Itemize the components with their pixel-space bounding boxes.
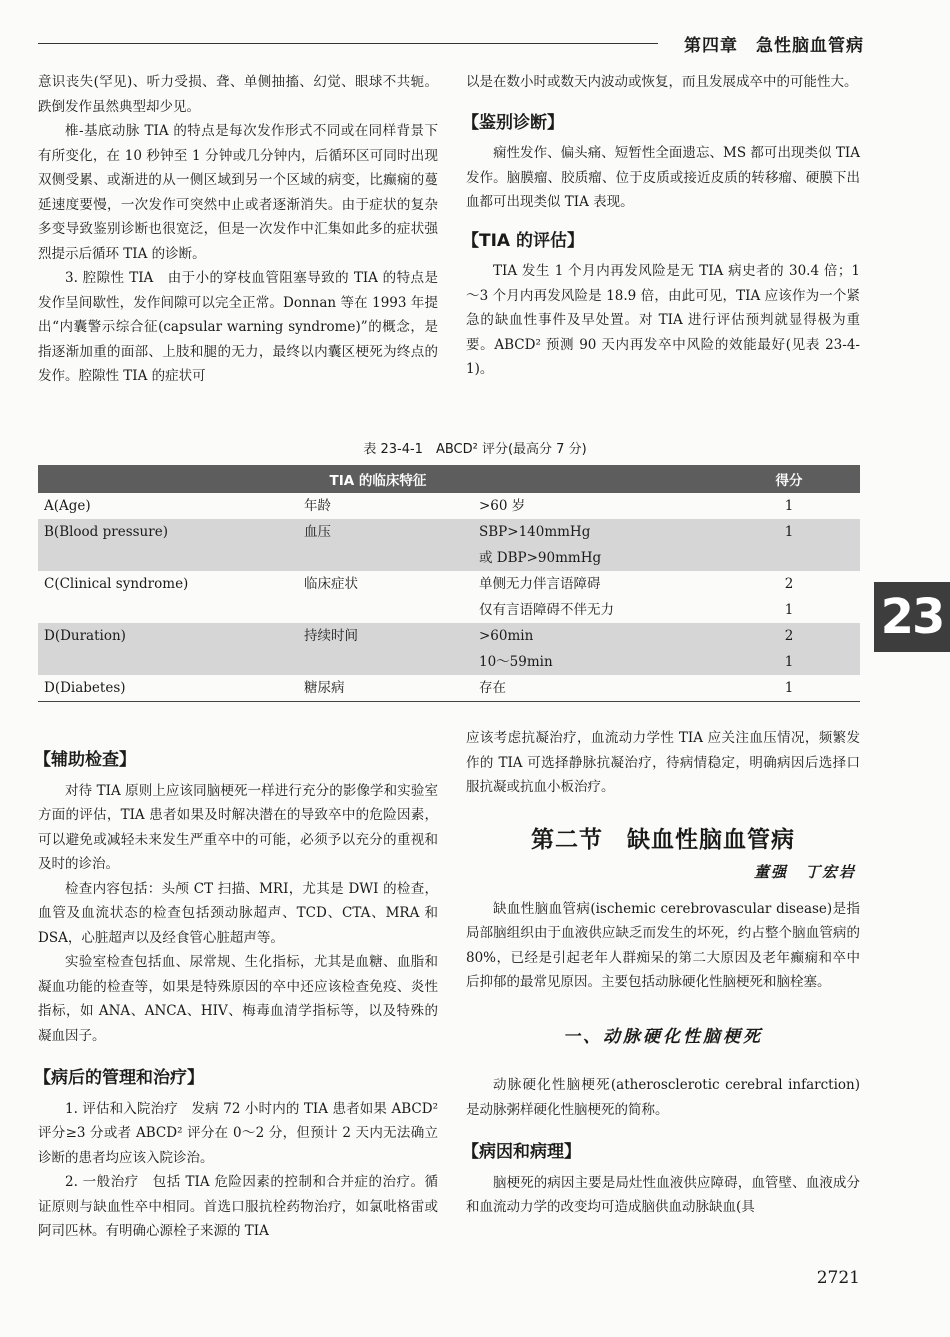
section-title: 第二节 缺血性脑血管病 <box>531 825 795 853</box>
paragraph: 椎-基底动脉 TIA 的特点是每次发作形式不同或在同样背景下有所变化，在 10 秒钟至 1 分钟或几分钟内，后循环区可同时出现双侧受累、或渐进的从一侧区域到另一个区域的病变，比癫痫的蔓延速度要慢，一次发作可突然中止或者逐渐消失。由于症状的复杂多变导致鉴别诊断也很宽泛，但是一次发作中汇集如此多的症状强烈提示后循环 TIA 的诊断。 <box>38 123 438 262</box>
table-cell-item: 血压 <box>298 519 473 545</box>
table-cell-criteria: >60 岁 <box>479 498 526 514</box>
table-row <box>38 649 860 675</box>
paragraph: 意识丧失(罕见)、听力受损、聋、单侧抽搐、幻觉、眼球不共轭。跌倒发作虽然典型却少见。 <box>38 74 438 115</box>
table-row <box>38 597 860 623</box>
paragraph: 实验室检查包括血、尿常规、生化指标，尤其是血糖、血脂和凝血功能的检查等，如果是特殊原因的卒中还应该检查免疫、炎性指标，如 ANA、ANCA、HIV、梅毒血清学指标等，以及特殊的凝血因子。 <box>38 954 438 1044</box>
table-cell-score: 1 <box>718 519 860 545</box>
paragraph: 以是在数小时或数天内波动或恢复，而且发展成卒中的可能性大。 <box>466 74 858 90</box>
table-cell-item: 临床症状 <box>304 576 358 592</box>
section-heading: 【TIA 的评估】 <box>462 230 584 251</box>
table-row <box>38 545 860 571</box>
section-heading: 【鉴别诊断】 <box>462 112 564 133</box>
header-rule <box>38 43 658 44</box>
table-cell-code: D(Duration) <box>38 623 298 649</box>
table-cell-score: 2 <box>718 623 860 649</box>
table-row <box>38 623 860 649</box>
table-cell-criteria: 10～59min <box>473 649 718 675</box>
table-cell-code <box>38 597 298 623</box>
paragraph: 痫性发作、偏头痛、短暂性全面遗忘、MS 都可出现类似 TIA 发作。脑膜瘤、胶质瘤、位于皮质或接近皮质的转移瘤、硬膜下出血都可出现类似 TIA 表现。 <box>466 145 860 210</box>
authors: 董强 丁宏岩 <box>753 863 856 881</box>
right-column-top <box>462 70 860 382</box>
section-heading: 【辅助检查】 <box>34 750 136 770</box>
right-column-bottom <box>462 726 860 1220</box>
table-header-row <box>38 465 860 493</box>
table-cell-code <box>38 649 298 675</box>
table-row <box>38 571 860 597</box>
paragraph: 动脉硬化性脑梗死(atherosclerotic cerebral infarction)是动脉粥样硬化性脑梗死的简称。 <box>466 1077 860 1118</box>
chapter-tab: 23 <box>874 582 950 652</box>
table-cell-score <box>718 545 860 571</box>
section-heading: 【病因和病理】 <box>462 1142 581 1162</box>
subsection-title: 一、动脉硬化性脑梗死 <box>563 1026 763 1047</box>
table-cell-score: 1 <box>718 649 860 675</box>
section-heading: 【病后的管理和治疗】 <box>34 1068 204 1088</box>
table-cell-criteria: 或 DBP>90mmHg <box>473 545 718 571</box>
table-cell-score: 1 <box>784 602 794 618</box>
table-cell-item: 糖尿病 <box>298 675 473 702</box>
table-cell-code <box>38 545 298 571</box>
table-cell-score: 2 <box>784 576 794 592</box>
table-row <box>38 519 860 545</box>
page-number: 2721 <box>816 1268 860 1288</box>
table-cell-code: B(Blood pressure) <box>38 519 298 545</box>
table-cell-item <box>298 597 473 623</box>
table-cell-item: 持续时间 <box>298 623 473 649</box>
left-column-top <box>38 70 438 389</box>
paragraph: 3. 腔隙性 TIA 由于小的穿枝血管阻塞导致的 TIA 的特点是发作呈间歇性，发作间隙可以完全正常。Donnan 等在 1993 年提出“内囊警示综合征(capsular warning syndrome)”的概念，是指逐渐加重的面部、上肢和腿的无力，最终以内囊区梗死为终点的发作。腔隙性 TIA 的症状可 <box>38 270 438 384</box>
table-cell-code: A(Age) <box>44 498 91 514</box>
table-cell-score: 1 <box>718 675 860 702</box>
table-caption: 表 23-4-1 ABCD² 评分(最高分 7 分) <box>363 442 587 457</box>
paragraph: 应该考虑抗凝治疗，血流动力学性 TIA 应关注血压情况，频繁发作的 TIA 可选择静脉抗凝治疗，待病情稳定，明确病因后选择口服抗凝或抗血小板治疗。 <box>466 730 860 795</box>
paragraph: 对待 TIA 原则上应该同脑梗死一样进行充分的影像学和实验室方面的评估，TIA 患者如果及时解决潜在的导致卒中的危险因素，可以避免或减轻未来发生严重卒中的可能，必须予以充分的重视和及时的诊治。 <box>38 782 438 872</box>
table-cell-criteria: 单侧无力伴言语障碍 <box>479 576 601 592</box>
paragraph: 1. 评估和入院治疗 发病 72 小时内的 TIA 患者如果 ABCD² 评分≥3 分或者 ABCD² 评分在 0～2 分，但预计 2 天内无法确立诊断的患者均应该入院诊治。 <box>38 1100 438 1166</box>
table-cell-criteria: 仅有言语障碍不伴无力 <box>479 602 614 618</box>
paragraph: 缺血性脑血管病(ischemic cerebrovascular disease)是指局部脑组织由于血液供应缺乏而发生的坏死，约占整个脑血管病的 80%，已经是引起老年人群痴呆的第二大原因及老年癫痫和卒中后抑郁的最常见原因。主要包括动脉硬化性脑梗死和脑栓塞。 <box>466 900 860 990</box>
table-cell-item: 年龄 <box>304 498 331 514</box>
table-row <box>38 493 860 519</box>
table-cell-item <box>298 649 473 675</box>
left-column-bottom <box>34 748 438 1244</box>
table-header-feature: TIA 的临床特征 <box>329 473 427 489</box>
table-cell-code: D(Diabetes) <box>38 675 298 702</box>
chapter-header: 第四章 急性脑血管病 <box>684 36 864 56</box>
paragraph: 脑梗死的病因主要是局灶性血液供应障碍，血管壁、血液成分和血流动力学的改变均可造成脑供血动脉缺血(具 <box>466 1174 860 1215</box>
table-cell-criteria: >60min <box>473 623 718 649</box>
table-cell-criteria: 存在 <box>473 675 718 702</box>
table-header-score: 得分 <box>775 473 803 489</box>
table-cell-item <box>298 545 473 571</box>
table-row <box>38 675 860 702</box>
abcd2-score-table <box>38 465 860 702</box>
paragraph: 检查内容包括：头颅 CT 扫描、MRI，尤其是 DWI 的检查，血管及血流状态的检查包括颈动脉超声、TCD、CTA、MRA 和 DSA，心脏超声以及经食管心脏超声等。 <box>38 880 438 946</box>
table-cell-criteria: SBP>140mmHg <box>473 519 718 545</box>
paragraph: 2. 一般治疗 包括 TIA 危险因素的控制和合并症的治疗。循证原则与缺血性卒中相同。首选口服抗栓药物治疗，如氯吡格雷或阿司匹林。有明确心源栓子来源的 TIA <box>38 1174 438 1239</box>
paragraph: TIA 发生 1 个月内再发风险是无 TIA 病史者的 30.4 倍；1～3 个月内再发风险是 18.9 倍，由此可见，TIA 应该作为一个紧急的缺血性事件及早处置。对 TIA 进行评估预判就显得极为重要。ABCD² 预测 90 天内再发卒中风险的效能最好(见表 23-4-1)。 <box>466 263 860 377</box>
table-cell-score: 1 <box>784 498 794 514</box>
table-cell-code: C(Clinical syndrome) <box>44 576 189 592</box>
